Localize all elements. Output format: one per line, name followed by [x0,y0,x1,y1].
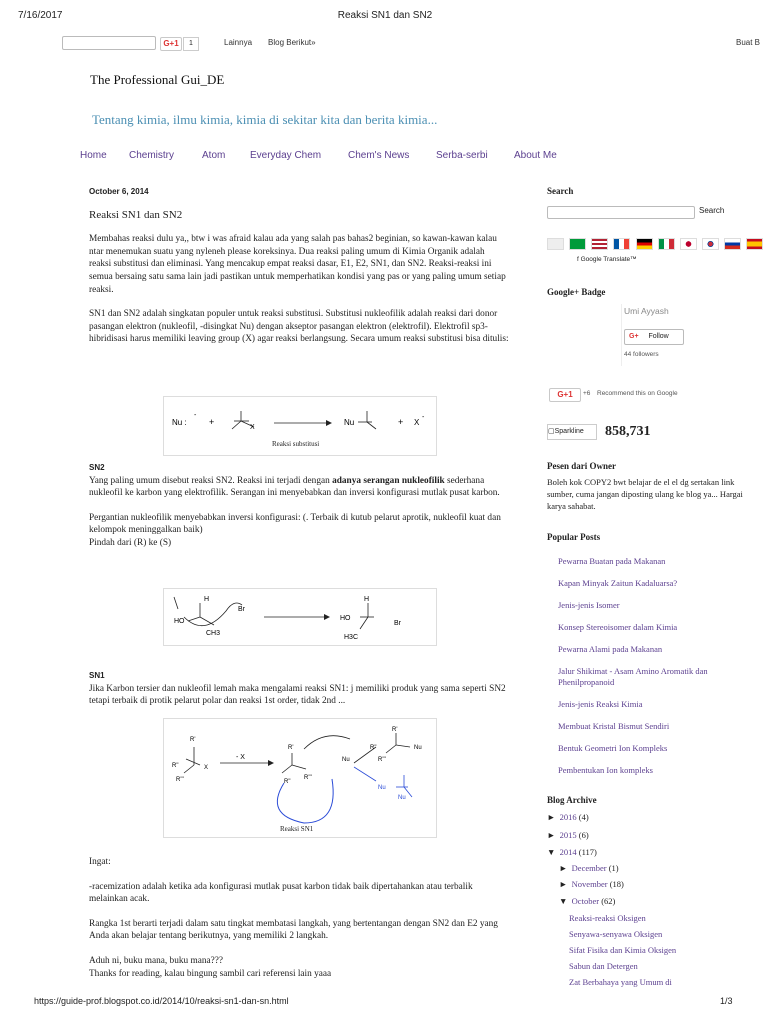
archive-year-label[interactable]: 2016 [559,812,577,822]
recommend-text: Recommend this on Google [597,390,678,397]
print-url: https://guide-prof.blogspot.co.id/2014/10/reaksi-sn1-dan-sn.html [34,996,289,1006]
sn2-r-to-s: Pindah dari (R) ke (S) [89,537,172,548]
post-closing [89,856,509,980]
fig2-h3c: H3C [344,634,359,641]
fig1-plus: + [209,417,215,427]
nav-about-me[interactable]: About Me [514,150,557,161]
popular-post-link[interactable]: Jalur Shikimat - Asam Amino Aromatik dan Phenilpropanoid [558,666,708,687]
collapse-arrow-icon[interactable]: ▼ [547,847,556,857]
search-title: Search [547,186,574,196]
post-date: October 6, 2014 [89,187,149,196]
fig1-plus2: + [398,417,404,427]
sparkline-alt: Sparkline [554,428,584,435]
fig2-h: H [204,596,210,603]
fig3-r5: R" [284,779,291,785]
fig2-arrowhead [324,614,330,620]
print-title: Reaksi SN1 dan SN2 [337,10,433,21]
flag-kr-icon[interactable] [702,238,719,250]
blog-title[interactable]: The Professional Gui_DE [90,72,225,87]
archive-year-2016[interactable] [547,812,589,822]
flag-fr-icon[interactable] [613,238,630,250]
nav-serba-serbi[interactable]: Serba-serbi [436,150,488,161]
fig2-ch3: CH3 [206,630,221,637]
collapse-arrow-icon[interactable]: ▼ [559,896,568,906]
owner-title: Pesen dari Owner [547,461,616,471]
sn2-text-a: Yang paling umum disebut reaksi SN2. Reaksi ini terjadi dengan [89,475,333,486]
sn1-heading: SN1 [89,671,105,680]
sidebar-gplus-one[interactable]: G+1 [549,388,581,402]
figure-substitution [163,396,437,456]
print-date: 7/16/2017 [18,10,63,21]
fig3-nu3: Nu [378,785,386,791]
archive-count: (4) [578,812,589,822]
popular-post-link[interactable]: Konsep Stereoisomer dalam Kimia [558,622,678,632]
nav-everyday-chem[interactable]: Everyday Chem [250,150,322,161]
print-page-number: 1/3 [720,996,733,1006]
fig3-curve-top [304,736,350,749]
profile-name[interactable]: Umi Ayyash [624,306,669,316]
sparkline-image [547,424,597,440]
popular-title: Popular Posts [547,532,601,542]
archive-month-label[interactable]: October [571,896,600,906]
fig3-r6: R''' [304,775,312,781]
more-link[interactable]: Lainnya [224,38,253,47]
translate-flags [547,238,766,250]
fig2-br: Br [238,606,245,613]
popular-post-link[interactable]: Pewarna Alami pada Makanan [558,644,663,654]
fig3-x: X [204,765,209,771]
fig3-minus-x: - X [236,754,245,761]
navbar-search-input[interactable] [62,36,156,50]
sn1-section [89,670,509,708]
translate-icon: f [577,256,581,263]
fig3-product1 [386,733,410,753]
fig3-nu: Nu [342,757,350,763]
fig2-product [360,603,374,629]
fig3-arrow-down [354,767,376,781]
archive-count: (18) [609,879,624,889]
expand-arrow-icon[interactable]: ► [547,830,556,840]
archive-post-link[interactable]: Senyawa-senyawa Oksigen [569,929,663,939]
sn1-diagram [164,719,436,837]
fig3-r1: R' [190,737,196,743]
create-blog-link[interactable]: Buat B [736,38,761,47]
archive-month-label[interactable]: December [571,863,607,873]
fig3-r9: R''' [378,757,386,763]
flag-br-icon[interactable] [569,238,586,250]
sn2-paragraph [89,475,509,500]
popular-post-link[interactable]: Bentuk Geometri Ion Kompleks [558,743,668,753]
flag-icon[interactable] [547,238,564,250]
thanks-text: Thanks for reading, kalau bingung sambil cari referensi lain yaaa [89,968,332,979]
archive-post-link[interactable]: Sifat Fisika dan Kimia Oksigen [569,945,677,955]
expand-arrow-icon[interactable]: ► [547,812,556,822]
expand-arrow-icon[interactable]: ► [559,879,568,889]
sn2-text-b: sederhana nukleofil ke karbon yang elektrofilik. Serangan ini menyebabkan dan inversi konfigurasi mutlak pusat karbon. [89,475,500,499]
fig3-curve-blue [277,779,333,823]
sn2-heading: SN2 [89,463,105,472]
pageview-counter: 858,731 [605,424,651,439]
figure-sn2 [163,588,437,646]
archive-post-link[interactable]: Sabun dan Detergen [569,961,638,971]
fig3-product2 [396,775,412,797]
aduh-text: Aduh ni, buku mana, buku mana??? [89,955,223,966]
fig2-ho: HO [174,618,185,625]
fig2-ho2: HO [340,615,351,622]
nav-atom[interactable]: Atom [202,150,226,161]
archive-count: (62) [601,896,616,906]
fig3-r2: R" [172,763,179,769]
gplus-count: 1 [183,37,199,51]
nav-chems-news[interactable]: Chem's News [348,150,410,161]
blog-description: Tentang kimia, ilmu kimia, kimia di sekitar kita dan berita kimia... [92,112,438,127]
sidebar-search-input[interactable] [547,206,695,219]
archive-year-label[interactable]: 2014 [559,847,577,857]
fig1-xminus: - [422,414,425,421]
gplus-icon: G+ [629,333,639,340]
archive-post-link[interactable]: Zat Berbahaya yang Umum di [569,977,672,987]
fig1-nu2: Nu [344,418,355,427]
archive-count: (1) [608,863,619,873]
fig1-caption: Reaksi substitusi [272,440,320,448]
gplus-one-button[interactable]: G+1 [160,37,182,51]
sn1-paragraph: Jika Karbon tersier dan nukleofil lemah maka mengalami reaksi SN1: j memiliki produk yang sama seperti SN2 tetapi terbaik di protik pelarut polar dan reaksi 1st order, tidak 2nd ... [89,683,506,707]
next-blog-link[interactable]: Blog Berikut» [268,38,316,47]
fig1-minus: - [194,412,197,419]
fig3-r3: R''' [176,777,184,783]
fig3-r4: R' [288,745,294,751]
ingat-text: Ingat: [89,857,111,867]
blogger-navbar [0,34,768,54]
popular-post-link[interactable]: Jenis-jenis Isomer [558,600,620,610]
sidebar [547,186,762,987]
sn2-diagram [164,589,436,645]
sidebar-search-button[interactable]: Search [699,206,725,215]
gplus-badge [621,304,730,366]
archive-month-december[interactable] [559,863,619,873]
fig3-r8: R" [370,745,377,751]
post-paragraph-substitution: SN1 dan SN2 adalah singkatan populer untuk reaksi substitusi. Substitusi nukleofilik adalah reaksi dari donor pasangan elektron (nukleofil, -disingkat Nu) dengan akseptor pasangan elektron (elektrofil). Elektrofil sp3-hibridisasi harus memiliki leaving group (X) agar reaksi berlangsung. Secara umum reaksi substitusi bisa ditulis: [89,309,509,345]
rangka-text: Rangka 1st berarti terjadi dalam satu tingkat membatasi langkah, yang bertentangan dengan SN2 dan E2 yang Anda akan belajar tentang berikutnya, yang memiliki 2 langkah. [89,918,498,942]
archive-october-posts [569,910,759,990]
plus-six: +6 [583,390,591,397]
figure-sn1 [163,718,437,838]
google-translate-label[interactable] [577,256,637,263]
post [89,186,509,346]
translate-text: Google Translate™ [580,256,637,263]
flag-de-icon[interactable] [636,238,653,250]
archive-title: Blog Archive [547,795,597,805]
flag-jp-icon[interactable] [680,238,697,250]
fig3-nu2: Nu [414,745,422,751]
broken-image-icon: ▢ [548,428,555,435]
follow-label: Follow [648,333,669,340]
fig1-carbon-right [358,411,376,429]
popular-post-link[interactable]: Membuat Kristal Bismut Sendiri [558,721,670,731]
fig3-arrowhead1 [268,760,274,766]
popular-post-link[interactable]: Pewarna Buatan pada Makanan [558,556,666,566]
archive-year-2014[interactable] [547,847,597,857]
fig3-caption: Reaksi SN1 [280,825,314,833]
popular-posts [558,556,758,776]
fig1-nu: Nu : [172,418,187,427]
flag-it-icon[interactable] [658,238,675,250]
fig3-reactant [184,747,200,773]
flag-ru-icon[interactable] [724,238,741,250]
archive-month-november[interactable] [559,879,624,889]
followers-count: 44 followers [624,351,659,358]
popular-post-link[interactable]: Pembentukan Ion kompleks [558,765,653,775]
archive-count: (6) [578,830,589,840]
owner-text: Boleh kok COPY2 bwt belajar de el el dg sertakan link sumber, cuma jangan diposting ulang ke blog ya... Hargai karya sahabat. [547,477,743,511]
archive-year-2015[interactable] [547,830,589,840]
racemization-text: -racemization adalah ketika ada konfigurasi mutlak pusat karbon tidak baik dipertahankan atau terbalik melainkan acak. [89,881,473,905]
fig3-carbocation [282,753,306,773]
archive-month-october[interactable] [559,896,615,906]
fig3-nu4: Nu [398,795,406,801]
gplus-badge-title: Google+ Badge [547,287,606,297]
nav-chemistry[interactable]: Chemistry [129,150,175,161]
post-title[interactable]: Reaksi SN1 dan SN2 [89,208,183,221]
fig1-arrowhead [326,420,332,426]
sn2-section [89,462,509,550]
flag-us-icon[interactable] [591,238,608,250]
expand-arrow-icon[interactable]: ► [559,863,568,873]
fig2-br2: Br [394,620,401,627]
post-paragraph-intro: Membahas reaksi dulu ya,, btw i was afraid kalau ada yang salah pas bahas2 beginian, so kawan-kawan kalau ntar menemukan suatu yang nyleneh please koreksinya. Dua reaksi paling umum di Kimia Organik adalah reaksi substitusi dan eliminasi. Yang mencakup empat reaksi dasar, E1, E2, SN1, dan SN2. Reaksi-reaksi ini semua bersaing satu sama lain jadi pastikan untuk memperhatikan kondisi yang pas or yang paling umum setiap reaksi. [89,234,506,295]
fig2-h2: H [364,596,370,603]
flag-es-icon[interactable] [746,238,763,250]
popular-post-link[interactable]: Kapan Minyak Zaitun Kadaluarsa? [558,578,678,588]
nav-home[interactable]: Home [80,150,107,161]
fig1-x: X [250,424,255,431]
fig3-r7: R' [392,727,398,733]
archive-count: (117) [578,847,597,857]
popular-post-link[interactable]: Jenis-jenis Reaksi Kimia [558,699,643,709]
fig1-x2: X [414,418,420,427]
archive-month-label[interactable]: November [571,879,608,889]
sn2-inversion-paragraph: Pergantian nukleofilik menyebabkan inversi konfigurasi: (. Terbaik di kutub pelarut aprotik, nukleofil kuat dan kelompok meninggalkan baik) [89,512,501,536]
follow-button[interactable] [624,329,684,345]
archive-post-link[interactable]: Reaksi-reaksi Oksigen [569,913,646,923]
archive-year-label[interactable]: 2015 [559,830,577,840]
sn2-text-bold: adanya serangan nukleofilik [332,475,445,486]
